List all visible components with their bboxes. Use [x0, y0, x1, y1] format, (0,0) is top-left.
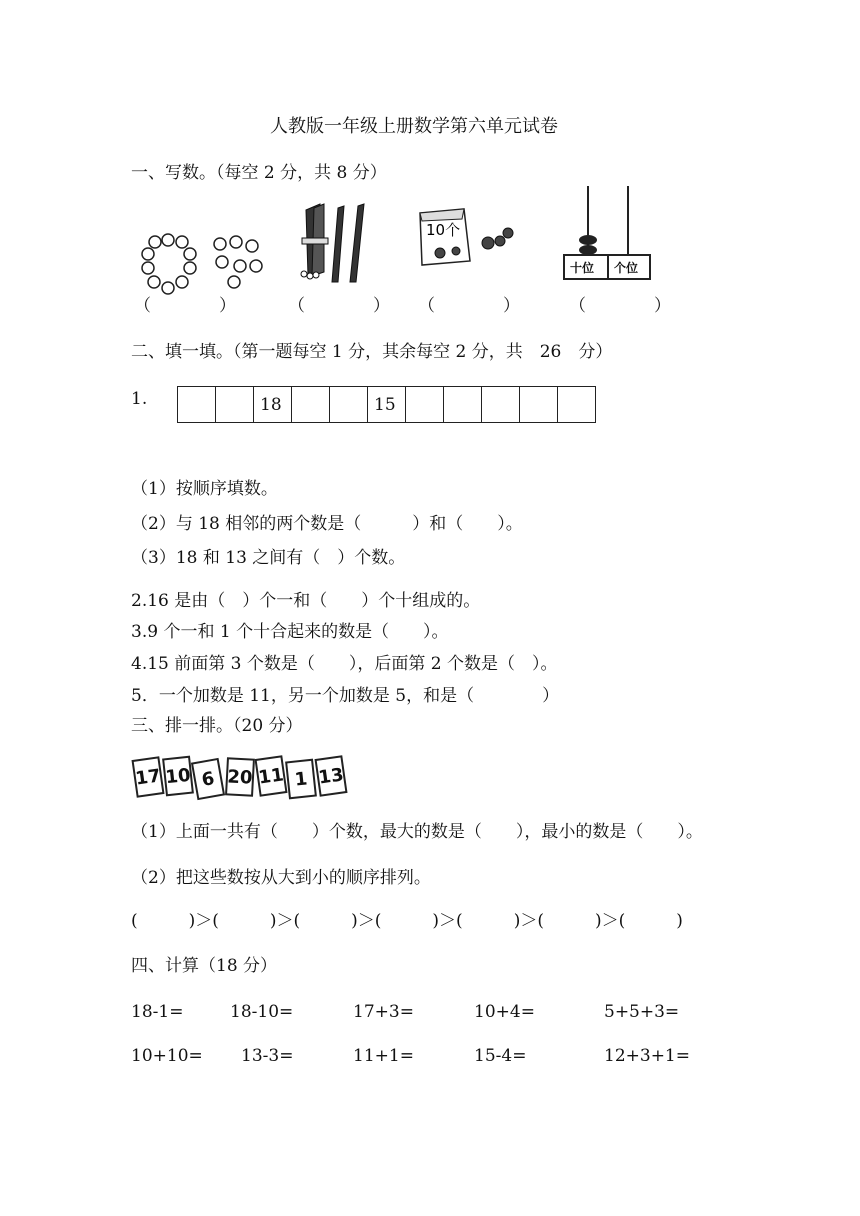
calc-item: 10+10= [131, 1046, 203, 1066]
sequence-cell: 15 [368, 387, 406, 423]
sequence-cell[interactable] [482, 387, 520, 423]
circle [184, 262, 196, 274]
section2-heading: 二、填一填。（第一题每空 1 分，其余每空 2 分，共 26 分） [131, 342, 613, 362]
calc-item: 12+3+1= [604, 1046, 690, 1066]
circle [149, 236, 161, 248]
number-card: 11 [254, 755, 287, 797]
number-card: 1 [285, 759, 317, 800]
tens-label: 十位 [570, 261, 595, 275]
answer-blank-1[interactable]: （ ） [134, 296, 236, 316]
circle [184, 248, 196, 260]
sequence-cell[interactable] [444, 387, 482, 423]
calc-item: 5+5+3= [604, 1002, 680, 1022]
section4-heading: 四、计算（18 分） [131, 956, 278, 976]
calc-item: 10+4= [474, 1002, 535, 1022]
single-stick [332, 206, 344, 282]
sequence-cell[interactable] [558, 387, 596, 423]
q1-sub-2: （2）与 18 相邻的两个数是（ ）和（ ）。 [131, 514, 523, 534]
circle [250, 260, 262, 272]
q4-text: 4.15 前面第 3 个数是（ ），后面第 2 个数是（ ）。 [131, 654, 558, 674]
calc-item: 18-10= [230, 1002, 294, 1022]
section3-heading: 三、排一排。（20 分） [131, 716, 303, 736]
calc-item: 17+3= [353, 1002, 414, 1022]
section1-heading: 一、写数。（每空 2 分，共 8 分） [131, 163, 387, 183]
sequence-cell[interactable] [520, 387, 558, 423]
q5-text: 5．一个加数是 11，另一个加数是 5，和是（ ） [131, 686, 560, 706]
circle [162, 282, 174, 294]
circle [176, 236, 188, 248]
answer-blank-3[interactable]: （ ） [418, 296, 520, 316]
sequence-cell[interactable] [406, 387, 444, 423]
sequence-cell[interactable] [216, 387, 254, 423]
ones-label: 个位 [614, 261, 639, 275]
bundle-tie [302, 238, 328, 244]
q1-label: 1. [131, 389, 148, 409]
number-card: 6 [191, 758, 225, 800]
calc-item: 18-1= [131, 1002, 184, 1022]
number-card: 13 [314, 755, 347, 797]
q1-sub-1: （1）按顺序填数。 [131, 479, 278, 499]
circle [234, 260, 246, 272]
order-line: ( )＞( )＞( )＞( )＞( )＞( )＞( ) [131, 911, 683, 931]
sequence-cell[interactable] [178, 387, 216, 423]
section3-q2: （2）把这些数按从大到小的顺序排列。 [131, 868, 431, 888]
circle [142, 262, 154, 274]
calc-item: 15-4= [474, 1046, 527, 1066]
sticks-picture [294, 198, 374, 288]
calc-item: 11+1= [353, 1046, 414, 1066]
number-card: 17 [131, 756, 164, 798]
answer-blank-2[interactable]: （ ） [288, 296, 390, 316]
circle [142, 248, 154, 260]
circle [246, 240, 258, 252]
apple [503, 228, 513, 238]
bead [579, 235, 597, 245]
circle [148, 276, 160, 288]
apple [495, 236, 505, 246]
number-sequence-table [177, 386, 596, 423]
answer-blank-4[interactable]: （ ） [569, 296, 671, 316]
page-title: 人教版一年级上册数学第六单元试卷 [270, 116, 558, 137]
circle [162, 234, 174, 246]
sequence-cell: 18 [254, 387, 292, 423]
bead [579, 245, 597, 255]
circle [176, 276, 188, 288]
q1-sub-3: （3）18 和 13 之间有（ ）个数。 [131, 548, 406, 568]
calc-item: 13-3= [241, 1046, 294, 1066]
bag-picture [412, 205, 532, 275]
circle [214, 238, 226, 250]
bag-label: 10个 [426, 221, 461, 239]
sequence-cell[interactable] [292, 387, 330, 423]
number-card: 10 [162, 756, 194, 797]
circle [228, 276, 240, 288]
number-card: 20 [225, 757, 255, 796]
single-stick [350, 204, 364, 282]
section3-q1: （1）上面一共有（ ）个数，最大的数是（ ），最小的数是（ ）。 [131, 822, 703, 842]
apple [482, 237, 494, 249]
circles-picture [140, 230, 270, 300]
circle [216, 256, 228, 268]
sequence-cell[interactable] [330, 387, 368, 423]
q2-text: 2.16 是由（ ）个一和（ ）个十组成的。 [131, 591, 481, 611]
q3-text: 3.9 个一和 1 个十合起来的数是（ ）。 [131, 622, 449, 642]
circle [230, 236, 242, 248]
